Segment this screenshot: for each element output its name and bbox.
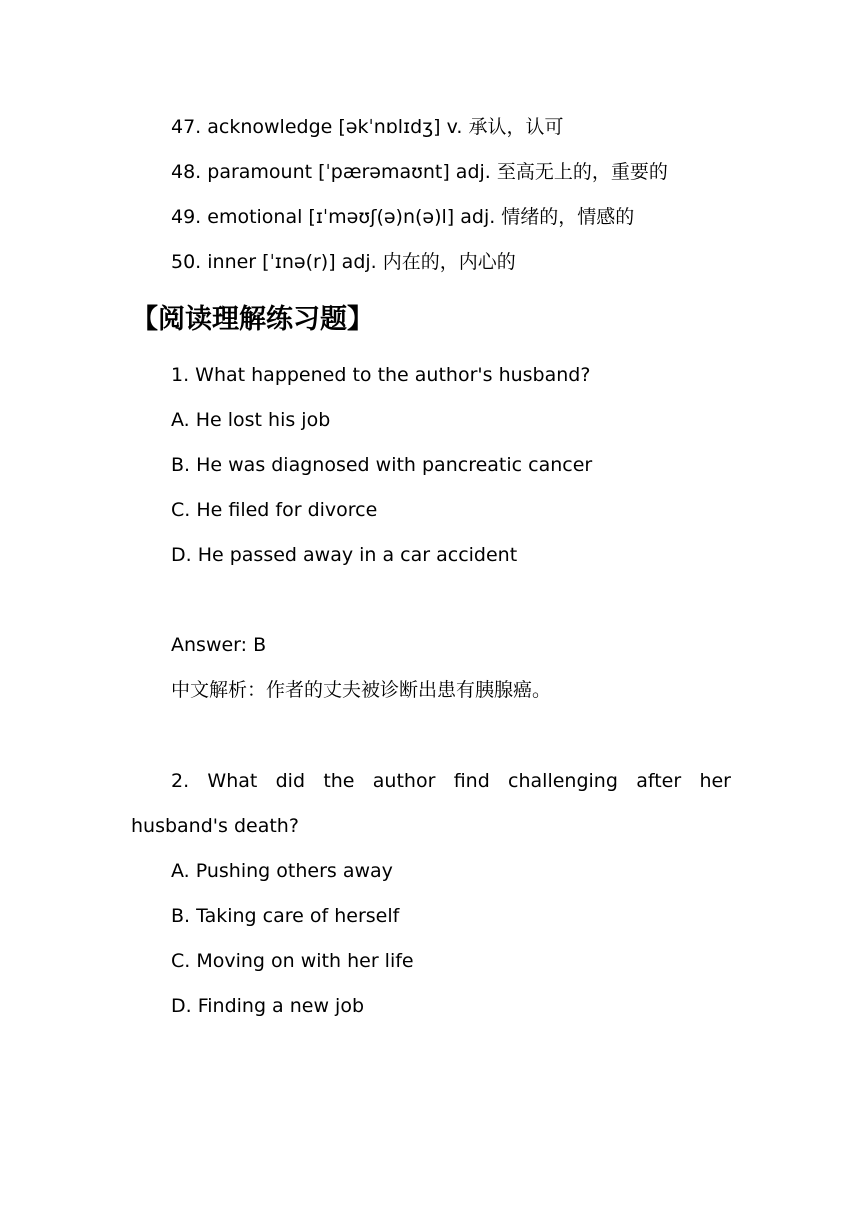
vocab-item-48: 48. paramount [ˈpærəmaʊnt] adj. 至高无上的，重要的	[171, 161, 668, 183]
q1-option-d: D. He passed away in a car accident	[171, 544, 518, 566]
vocab-item-49: 49. emotional [ɪˈməʊʃ(ə)n(ə)l] adj. 情绪的，情感的	[171, 206, 635, 228]
q2-option-c: C. Moving on with her life	[171, 950, 414, 972]
q2-word: 2.	[171, 770, 190, 792]
q1-answer: Answer: B	[171, 634, 267, 656]
q2-word: challenging	[508, 770, 618, 792]
question-2	[171, 767, 731, 795]
q1-analysis: 中文解析：作者的丈夫被诊断出患有胰腺癌。	[171, 679, 552, 701]
question-1: 1. What happened to the author's husband?	[171, 364, 591, 386]
q2-word: her	[699, 770, 731, 792]
q2-word: the	[323, 770, 355, 792]
vocab-item-50: 50. inner [ˈɪnə(r)] adj. 内在的，内心的	[171, 251, 516, 273]
q1-option-c: C. He filed for divorce	[171, 499, 378, 521]
q2-option-b: B. Taking care of herself	[171, 905, 400, 927]
vocab-item-47: 47. acknowledge [əkˈnɒlɪdʒ] v. 承认，认可	[171, 116, 564, 138]
q2-word: after	[636, 770, 682, 792]
q2-option-d: D. Finding a new job	[171, 995, 365, 1017]
q1-option-b: B. He was diagnosed with pancreatic cancer	[171, 454, 593, 476]
q2-word: What	[207, 770, 258, 792]
question-2-continuation: husband's death?	[131, 815, 299, 837]
q2-word: author	[372, 770, 436, 792]
q2-word: did	[275, 770, 306, 792]
section-heading: 【阅读理解练习题】	[131, 304, 374, 335]
q1-option-a: A. He lost his job	[171, 409, 331, 431]
q2-option-a: A. Pushing others away	[171, 860, 393, 882]
q2-word: find	[453, 770, 490, 792]
